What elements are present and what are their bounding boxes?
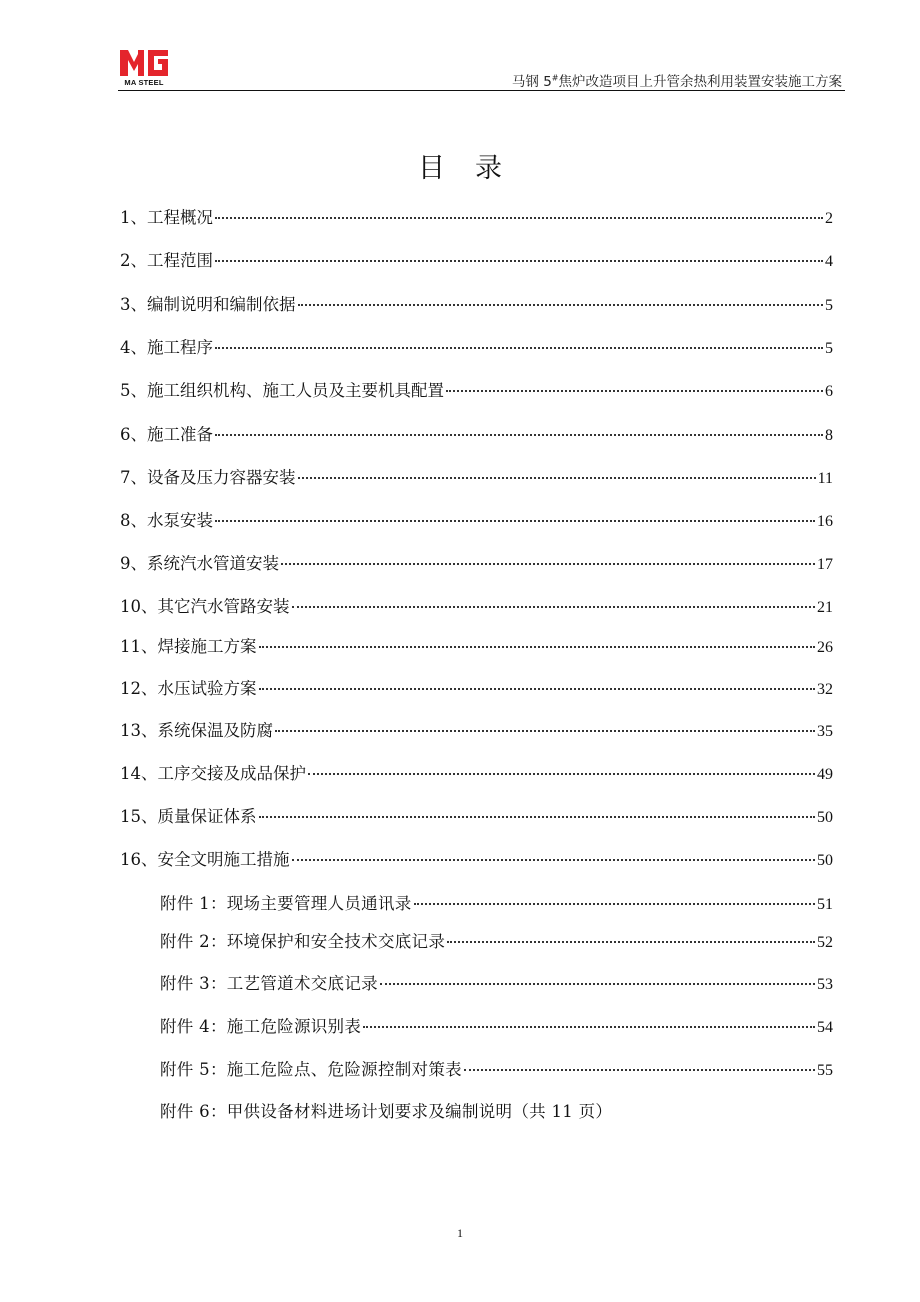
toc-entry-label: 13、系统保温及防腐 — [120, 721, 273, 740]
dot-leader — [292, 859, 816, 861]
toc-entry-page: 17 — [817, 556, 833, 573]
masteel-logo-icon — [118, 44, 170, 78]
logo-text: MA STEEL — [124, 78, 164, 87]
toc-entry[interactable] — [120, 763, 833, 786]
toc-appendix-entry[interactable] — [160, 893, 833, 916]
dot-leader — [259, 688, 816, 690]
toc-entry-page: 26 — [817, 639, 833, 656]
dot-leader — [215, 260, 823, 262]
dot-leader — [447, 941, 815, 943]
toc-entry-page: 51 — [817, 896, 833, 913]
toc-entry-page: 53 — [817, 976, 833, 993]
toc-entry[interactable] — [120, 337, 833, 360]
toc-entry-label: 3、编制说明和编制依据 — [120, 295, 296, 314]
toc-entry[interactable] — [120, 467, 833, 490]
dot-leader — [215, 217, 823, 219]
toc-entry[interactable] — [120, 207, 833, 230]
toc-entry-page: 50 — [817, 852, 833, 869]
toc-entry[interactable] — [120, 636, 833, 659]
toc-entry-page: 8 — [825, 427, 833, 444]
toc-entry-page: 50 — [817, 809, 833, 826]
toc-appendix-entry[interactable] — [160, 1016, 833, 1039]
header-title-sup: # — [551, 73, 559, 83]
toc-title: 目录 — [418, 153, 532, 184]
dot-leader — [292, 606, 816, 608]
toc-appendix-entry[interactable] — [160, 1059, 833, 1082]
toc-entry[interactable] — [120, 849, 833, 872]
toc-entry-label: 10、其它汽水管路安装 — [120, 597, 290, 616]
dot-leader — [464, 1069, 815, 1071]
toc-entry-page: 6 — [825, 383, 833, 400]
dot-leader — [308, 773, 815, 775]
toc-entry-label: 11、焊接施工方案 — [120, 637, 257, 656]
dot-leader — [380, 983, 815, 985]
toc-entry-page: 55 — [817, 1062, 833, 1079]
toc-entry-page: 4 — [825, 253, 833, 270]
dot-leader — [298, 477, 816, 479]
toc-entry-page: 35 — [817, 723, 833, 740]
toc-entry-label: 14、工序交接及成品保护 — [120, 764, 306, 783]
toc-entry-page: 32 — [817, 681, 833, 698]
toc-entry-label: 附件 1：现场主要管理人员通讯录 — [160, 894, 412, 913]
toc-entry-label: 6、施工准备 — [120, 425, 213, 444]
dot-leader — [298, 304, 824, 306]
toc-entry-label: 5、施工组织机构、施工人员及主要机具配置 — [120, 381, 444, 400]
header-divider — [118, 90, 845, 91]
toc-entry[interactable] — [120, 678, 833, 701]
toc-entry[interactable] — [120, 720, 833, 743]
dot-leader — [215, 434, 823, 436]
toc-entry-label: 8、水泵安装 — [120, 511, 213, 530]
toc-entry-page: 5 — [825, 297, 833, 314]
dot-leader — [215, 347, 823, 349]
dot-leader — [215, 520, 815, 522]
toc-entry-label: 16、安全文明施工措施 — [120, 850, 290, 869]
toc-entry-page: 49 — [817, 766, 833, 783]
dot-leader — [446, 390, 823, 392]
toc-appendix-entry[interactable] — [160, 973, 833, 996]
toc-entry[interactable] — [120, 250, 833, 273]
toc-entry-label: 1、工程概况 — [120, 208, 213, 227]
toc-entry-label: 12、水压试验方案 — [120, 679, 257, 698]
toc-entry[interactable] — [120, 424, 833, 447]
toc-entry[interactable] — [120, 553, 833, 576]
toc-entry-label: 附件 4：施工危险源识别表 — [160, 1017, 362, 1036]
toc-appendix-entry[interactable] — [160, 1101, 833, 1123]
toc-entry-page: 54 — [817, 1019, 833, 1036]
footer-page-number: 1 — [457, 1226, 463, 1240]
dot-leader — [259, 646, 816, 648]
toc-entry[interactable] — [120, 380, 833, 403]
header-title-prefix: 马钢 5 — [511, 74, 552, 90]
toc-entry-label: 附件 6：甲供设备材料进场计划要求及编制说明（共 11 页） — [160, 1102, 613, 1121]
toc-entry-page: 11 — [817, 470, 833, 487]
toc-entry-page: 21 — [817, 599, 833, 616]
dot-leader — [275, 730, 815, 732]
toc-appendix-entry[interactable] — [160, 931, 833, 954]
toc-entry[interactable] — [120, 596, 833, 619]
dot-leader — [414, 903, 815, 905]
toc-entry-page: 52 — [817, 934, 833, 951]
toc-entry-label: 9、系统汽水管道安装 — [120, 554, 279, 573]
toc-entry[interactable] — [120, 294, 833, 317]
toc-entry-label: 附件 5：施工危险点、危险源控制对策表 — [160, 1060, 462, 1079]
masteel-logo — [118, 44, 170, 88]
header-title — [512, 70, 842, 90]
toc-entry-label: 附件 3：工艺管道术交底记录 — [160, 974, 378, 993]
toc-entry-page: 2 — [825, 210, 833, 227]
toc-entry-label: 附件 2：环境保护和安全技术交底记录 — [160, 932, 446, 951]
dot-leader — [363, 1026, 815, 1028]
dot-leader — [281, 563, 815, 565]
toc-entry-page: 16 — [817, 513, 833, 530]
toc-entry-label: 4、施工程序 — [120, 338, 213, 357]
toc-entry-label: 7、设备及压力容器安装 — [120, 468, 296, 487]
toc-entry-label: 2、工程范围 — [120, 251, 213, 270]
toc-entry-label: 15、质量保证体系 — [120, 807, 257, 826]
toc-entry[interactable] — [120, 806, 833, 829]
toc-entry-page: 5 — [825, 340, 833, 357]
toc-entry[interactable] — [120, 510, 833, 533]
header-title-suffix: 焦炉改造项目上升管余热利用装置安装施工方案 — [558, 74, 842, 90]
dot-leader — [259, 816, 816, 818]
